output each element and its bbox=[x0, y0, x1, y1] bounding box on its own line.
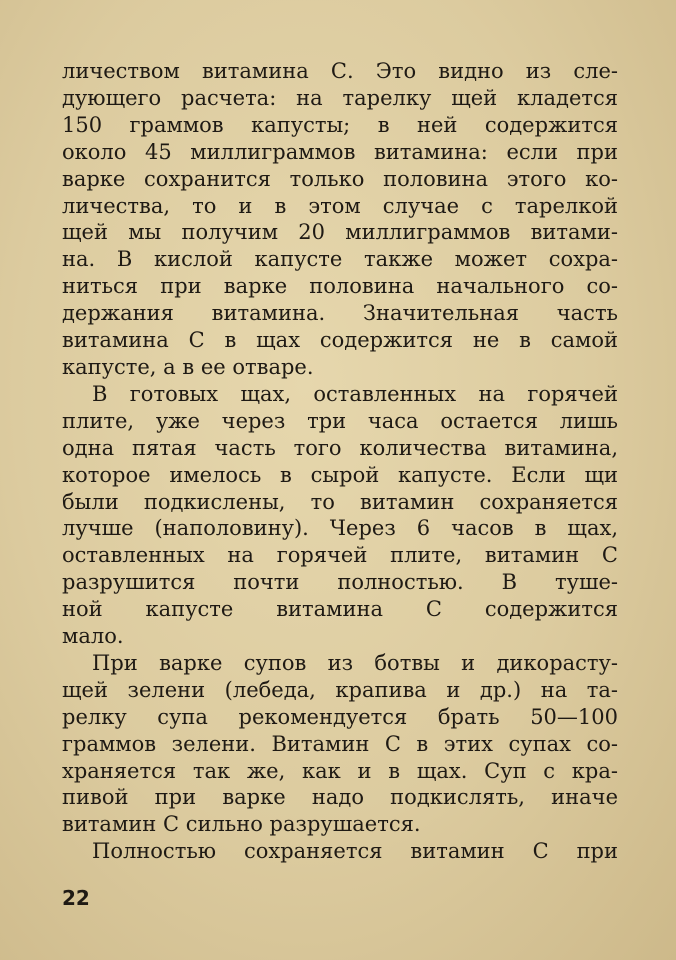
text-line: пивой при варке надо подкислять, иначе bbox=[62, 785, 618, 810]
page-number: 22 bbox=[62, 886, 90, 910]
text-line: оставленных на горячей плите, витамин С bbox=[62, 543, 618, 568]
paragraph-first-line: Полностью сохраняется витамин С при bbox=[92, 839, 618, 864]
text-line: 150 граммов капусты; в ней содержится bbox=[62, 112, 618, 137]
text-line: мало. bbox=[62, 624, 124, 649]
text-line: капусте, а в ее отваре. bbox=[62, 354, 314, 379]
text-line: витамин С сильно разрушается. bbox=[62, 812, 421, 837]
text-line: граммов зелени. Витамин С в этих супах со- bbox=[62, 731, 618, 756]
paragraph-first-line: В готовых щах, оставленных на горячей bbox=[92, 381, 618, 406]
text-line: релку супа рекомендуется брать 50—100 bbox=[62, 704, 618, 729]
text-line: витамина С в щах содержится не в самой bbox=[62, 328, 618, 353]
text-line: ной капусте витамина С содержится bbox=[62, 597, 618, 622]
text-line: были подкислены, то витамин сохраняется bbox=[62, 489, 618, 514]
text-line: варке сохранится только половина этого ко- bbox=[62, 166, 618, 191]
text-line: щей зелени (лебеда, крапива и др.) на та- bbox=[62, 677, 618, 702]
text-line: храняется так же, как и в щах. Суп с кра- bbox=[62, 758, 618, 783]
text-line: на. В кислой капусте также может сохра- bbox=[62, 247, 618, 272]
paragraph-first-line: При варке супов из ботвы и дикорасту- bbox=[92, 650, 618, 675]
text-line: которое имелось в сырой капусте. Если щи bbox=[62, 462, 618, 487]
text-line: личеством витамина С. Это видно из сле- bbox=[62, 59, 618, 83]
page-text bbox=[62, 58, 618, 865]
text-line: лучше (наполовину). Через 6 часов в щах, bbox=[62, 516, 618, 541]
text-line: личества, то и в этом случае с тарелкой bbox=[62, 193, 618, 218]
text-line: дующего расчета: на тарелку щей кладется bbox=[62, 85, 618, 110]
text-line: плите, уже через три часа остается лишь bbox=[62, 408, 618, 433]
text-line: щей мы получим 20 миллиграммов витами- bbox=[62, 220, 618, 245]
text-line: держания витамина. Значительная часть bbox=[62, 301, 618, 326]
text-line: ниться при варке половина начального со- bbox=[62, 274, 618, 299]
text-line: около 45 миллиграммов витамина: если при bbox=[62, 139, 618, 164]
text-line: одна пятая часть того количества витамина, bbox=[62, 435, 618, 460]
text-line: разрушится почти полностью. В туше- bbox=[62, 570, 618, 595]
